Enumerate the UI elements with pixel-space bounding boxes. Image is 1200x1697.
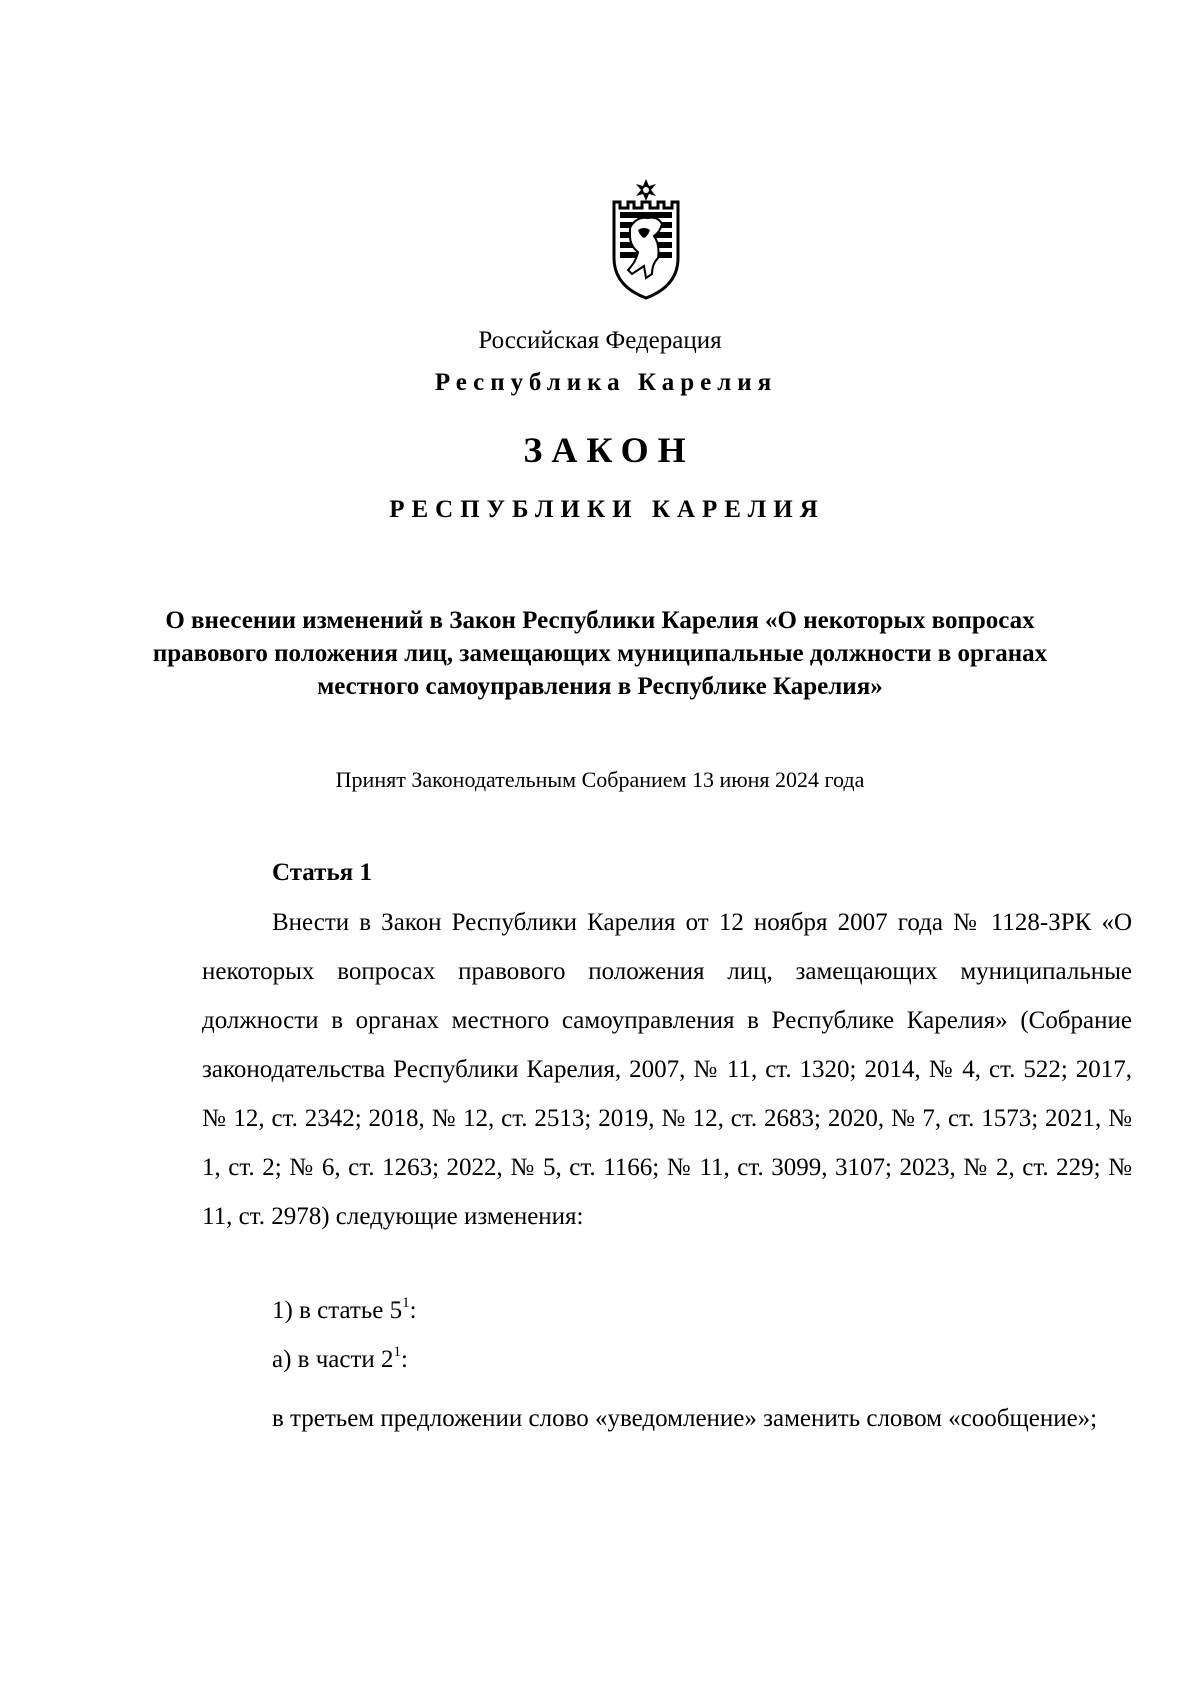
item-text: 1) в статье 5 [272,1297,403,1324]
list-item [272,1296,417,1326]
amendment-paragraph: в третьем предложении слово «уведомление» заменить словом «сообщение»; [272,1405,1098,1432]
list-item [272,1345,408,1375]
article-heading: Статья 1 [272,859,372,886]
article-paragraph: Внести в Закон Республики Карелия от 12 ноября 2007 года № 1128-ЗРК «О некоторых вопросах правового положения лиц, замещающих муниципальные должности в органах местного самоуправления в Республике Карелия» (Собрание законодательства Республики Карелия, 2007, № 11, ст. 1320; 2014, № 4, ст. 522; 2017, № 12, ст. 2342; 2018, № 12, ст. 2513; 2019, № 12, ст. 2683; 2020, № 7, ст. 1573; 2021, № 1, ст. 2; № 6, ст. 1263; 2022, № 5, ст. 1166; № 11, ст. 3099, 3107; 2023, № 2, ст. 229; № 11, ст. 2978) следующие изменения: [202,909,1132,1230]
item-superscript: 1 [393,1343,402,1360]
item-text: а) в части 2 [272,1346,394,1373]
law-subheading: РЕСПУБЛИКИ КАРЕЛИЯ [389,496,825,523]
item-tail: : [401,1346,408,1373]
item-tail: : [409,1297,417,1324]
law-title: О внесении изменений в Закон Республики Карелия «О некоторых вопросах правового положения лиц, замещающих муниципальные должности в органах местного самоуправления в Республике Карелия» [152,607,1048,700]
item-superscript: 1 [402,1294,410,1311]
law-heading: ЗАКОН [523,430,695,470]
karelia-coat-of-arms-icon [608,178,684,300]
adoption-note: Принят Законодательным Собранием 13 июня 2024 года [335,767,865,792]
republic-name: Республика Карелия [434,369,778,396]
country-name: Российская Федерация [478,327,722,354]
